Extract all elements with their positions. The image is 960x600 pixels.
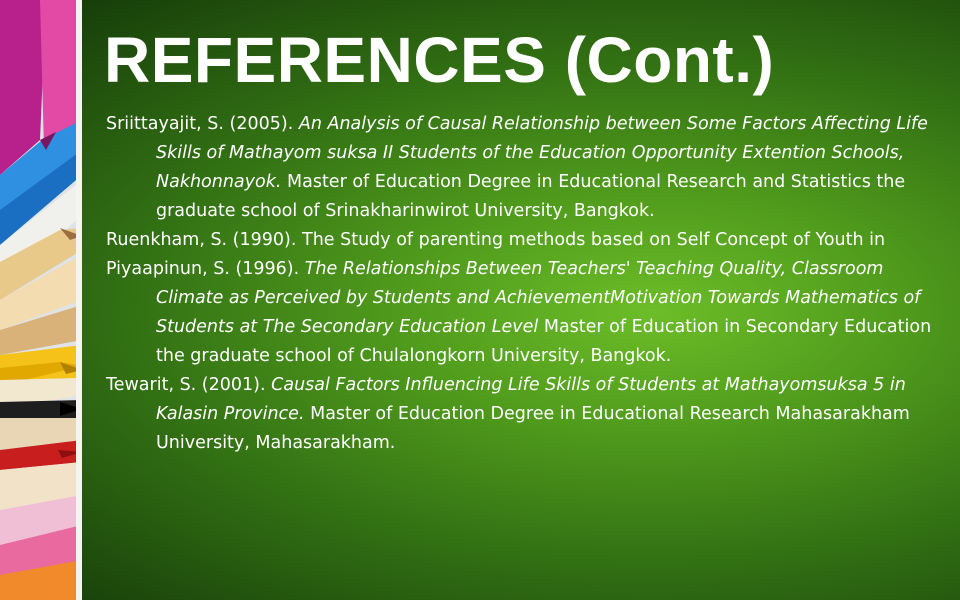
reference-title: Causal Factors Influencing Life Skills of Students at Mathayomsuksa 5 in Kalasin Province. [156, 375, 906, 424]
colored-pencils-image [0, 0, 82, 600]
reference-details: Master of Education in Secondary Education the graduate school of Chulalongkorn University, Bangkok. [156, 317, 932, 366]
reference-title: An Analysis of Causal Relationship between Some Factors Affecting Life Skills of Mathayom suksa II Students of the Education Opportunity Extention Schools, Nakhonnayok. [156, 114, 928, 192]
reference-list [106, 110, 956, 458]
reference-author: Tewarit, S. (2001). [106, 375, 266, 395]
reference-item [106, 110, 956, 226]
reference-item [106, 255, 956, 371]
reference-author: Ruenkham, S. (1990). [106, 230, 297, 250]
reference-title: The Relationships Between Teachers' Teaching Quality, Classroom Climate as Perceived by Students and AchievementMotivation Towards Mathematics of Students at The Secondary Education Level [156, 259, 921, 337]
slide-divider [76, 0, 82, 600]
reference-item [106, 226, 956, 255]
reference-details: Master of Education Degree in Educational Research Mahasarakham University, Mahasarakham. [156, 404, 910, 453]
reference-details: Master of Education Degree in Educational Research and Statistics the graduate school of Srinakharinwirot University, Bangkok. [156, 172, 906, 221]
reference-details: The Study of parenting methods based on Self Concept of Youth in [302, 230, 886, 250]
reference-item [106, 371, 956, 458]
reference-author: Piyaapinun, S. (1996). [106, 259, 300, 279]
slide-title: REFERENCES (Cont.) [104, 24, 775, 96]
reference-author: Sriittayajit, S. (2005). [106, 114, 294, 134]
